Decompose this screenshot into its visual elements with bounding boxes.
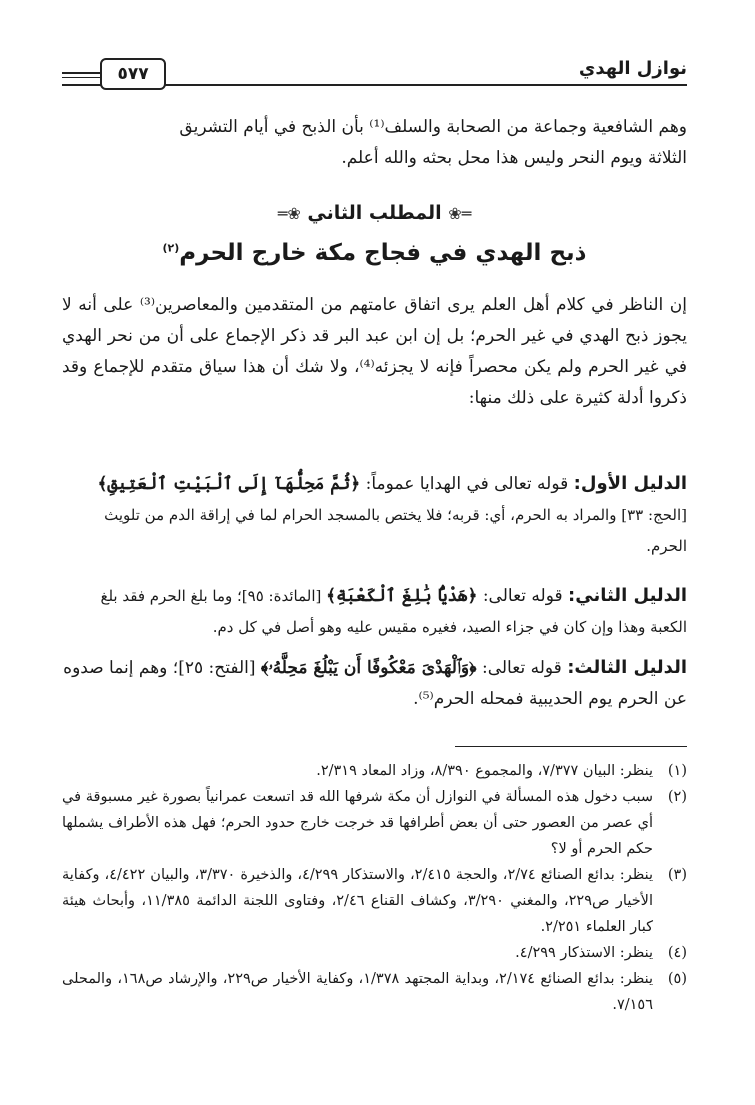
- footnote-number: (٥): [667, 971, 687, 987]
- page-number: ٥٧٧: [100, 58, 166, 90]
- main-heading-text: ذبح الهدي في فجاج مكة خارج الحرم: [179, 240, 587, 266]
- footnote-text: ينظر: بدائع الصنائع ٢/٧٤، والحجة ٢/٤١٥، والاستذكار ٤/٢٩٩، والذخيرة ٣/٣٧٠، والبيان ٤/٤٢٢، وكفاية الأخيار ص٢٢٩، والمغني ٣/٢٩٠، وكشاف القناع ٢/٤٦، وفتاوى اللجنة الدائمة ١١/٣٨٥، وأبحاث هيئة كبار العلماء ٢/٢٥١.: [62, 867, 653, 935]
- footnote-number: (١): [667, 763, 687, 779]
- main-heading: [62, 240, 687, 266]
- evidence-text: قوله تعالى:: [476, 658, 568, 678]
- footnote-text: سبب دخول هذه المسألة في النوازل أن مكة شرفها الله قد اتسعت عمرانياً بصورة غير مسبوقة في أي عصر من العصور حتى أن بعض أطرافها قد خرجت خارج حدود الحرم؛ فهل هذه الأطراف يشملها حكم الحرم أو لا؟: [62, 789, 653, 857]
- evidence-3: [62, 652, 687, 715]
- intro-line: وهم الشافعية وجماعة من الصحابة والسلف⁽¹⁾ بأن الذبح في أيام التشريق: [179, 117, 687, 137]
- evidence-label: الدليل الثاني:: [568, 585, 687, 606]
- evidence-text: قوله تعالى:: [477, 586, 569, 606]
- footnote: [62, 862, 687, 940]
- section-title-text: المطلب الثاني: [307, 202, 442, 224]
- evidence-2: [62, 580, 687, 643]
- footnote-ref: (٢): [162, 241, 180, 255]
- quran-verse: ﴿هَدْيًۢا بَٰلِغَ ٱلْكَعْبَةِ﴾: [326, 586, 478, 606]
- evidence-text: [المائدة: ٩٥]؛ وما بلغ الحرم فقد بلغ الكعبة وهذا وإن كان في جزاء الصيد، فغيره مقيس عليه وهو أصل في كل دم.: [100, 587, 687, 636]
- page-number-connector: [62, 77, 100, 78]
- footnote-divider: [455, 746, 687, 747]
- quran-verse: ﴿ثُمَّ مَحِلُّهَآ إِلَى ٱلْبَيْتِ ٱلْعَتِيقِ﴾: [97, 474, 361, 494]
- footnote: [62, 940, 687, 966]
- intro-line: الثلاثة ويوم النحر وليس هذا محل بحثه والله أعلم.: [341, 148, 687, 168]
- book-title: نوازل الهدي: [578, 58, 687, 79]
- evidence-1: [62, 468, 687, 562]
- footnote: [62, 966, 687, 1018]
- evidence-text: [الحج: ٣٣] والمراد به الحرم، أي: قربه؛ فلا يختص بالمسجد الحرام لما في إراقة الدم من تلويث الحرم.: [104, 506, 687, 555]
- footnote-number: (٢): [667, 789, 687, 805]
- ornament-icon: ❀═: [277, 204, 301, 223]
- footnote-text: ينظر: الاستذكار ٤/٢٩٩.: [515, 945, 653, 961]
- footnote: [62, 784, 687, 862]
- footnote-text: ينظر: البيان ٧/٣٧٧، والمجموع ٨/٣٩٠، وزاد المعاد ٢/٣١٩.: [316, 763, 653, 779]
- evidence-label: الدليل الأول:: [573, 473, 687, 494]
- footnote-number: (٣): [667, 867, 687, 883]
- footnote: [62, 758, 687, 784]
- intro-text: [62, 112, 687, 174]
- body-paragraph: إن الناظر في كلام أهل العلم يرى اتفاق عامتهم من المتقدمين والمعاصرين⁽³⁾ على أنه لا يجوز ذبح الهدي في غير الحرم؛ بل إن ابن عبد البر قد ذكر الإجماع على أن من نحر الهدي في غير الحرم ولم يكن محصراً فإنه لا يجزئه⁽⁴⁾، ولا شك أن هذا سياق متقدم للإجماع وقد ذكروا أدلة كثيرة على ذلك منها:: [62, 295, 687, 408]
- page-number-connector: [62, 72, 100, 74]
- evidence-text: قوله تعالى في الهدايا عموماً:: [360, 474, 574, 494]
- section-title: [62, 202, 687, 224]
- ornament-icon: ═❀: [448, 204, 472, 223]
- evidence-text: [الفتح: ٢٥]؛ وهم إنما صدوه عن الحرم يوم الحديبية فمحله الحرم⁽⁵⁾.: [63, 658, 687, 709]
- footnote-text: ينظر: بدائع الصنائع ٢/١٧٤، وبداية المجتهد ١/٣٧٨، وكفاية الأخيار ص٢٢٩، والإرشاد ص١٦٨، والمحلى ٧/١٥٦.: [62, 971, 654, 1013]
- quran-verse: ﴿وَٱلْهَدْىَ مَعْكُوفًا أَن يَبْلُغَ مَحِلَّهُۥ﴾: [260, 658, 477, 678]
- evidence-label: الدليل الثالث:: [567, 657, 687, 678]
- page-header: [62, 48, 687, 92]
- footnotes: [62, 758, 687, 1018]
- footnote-number: (٤): [667, 945, 687, 961]
